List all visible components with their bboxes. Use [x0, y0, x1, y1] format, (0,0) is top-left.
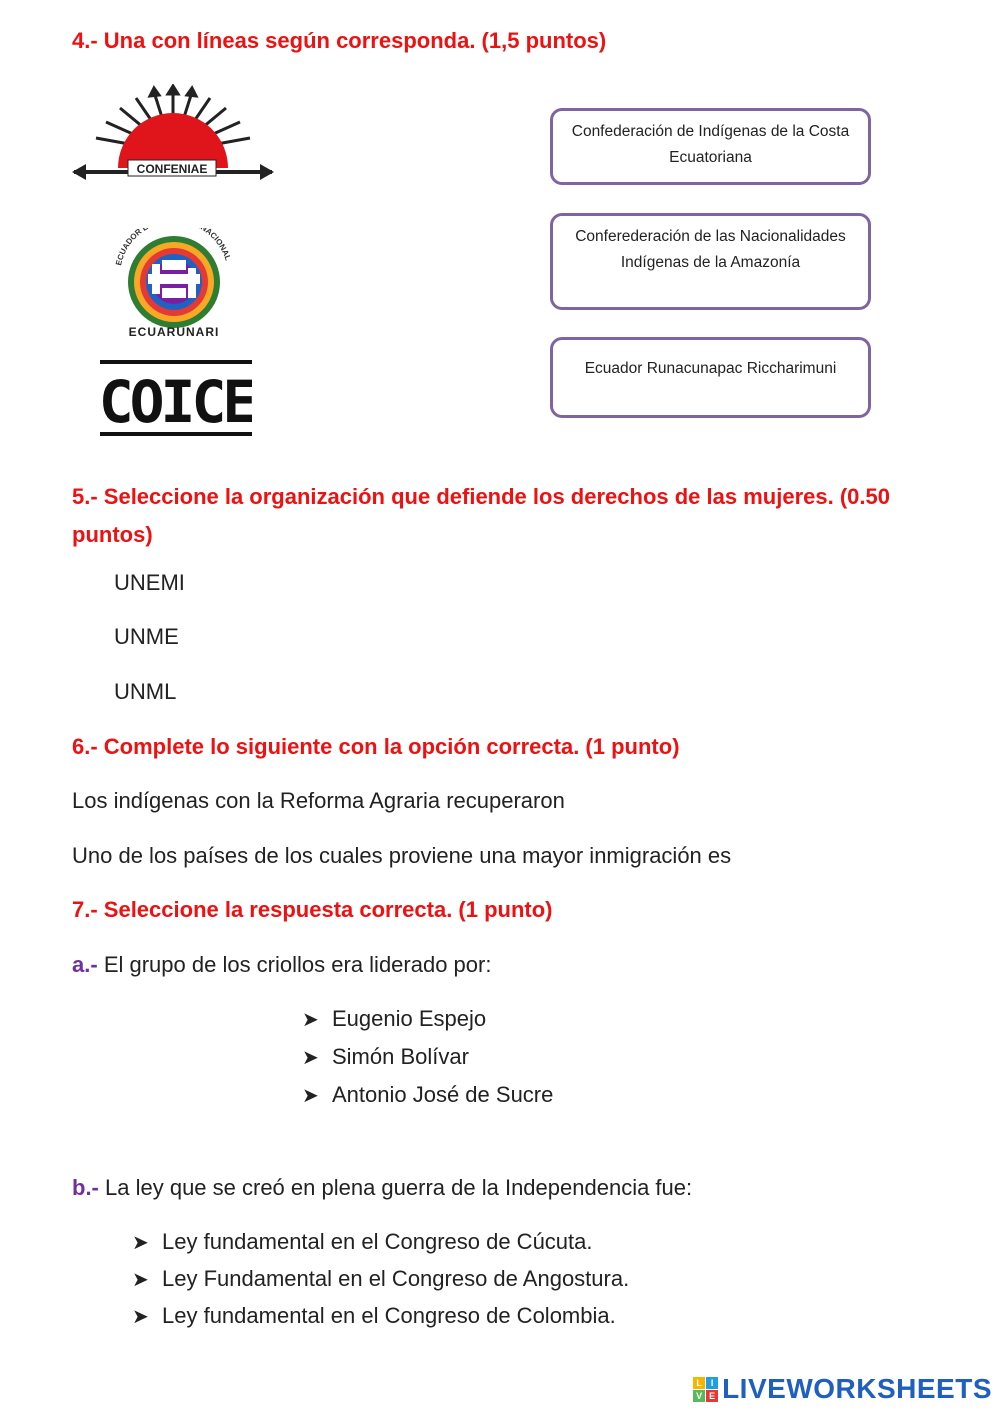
ecuarunari-text: ECUARUNARI [128, 325, 220, 339]
q7b-option-angostura[interactable] [132, 1266, 629, 1292]
ecuarunari-logo [100, 228, 248, 340]
q7a-option-bolivar[interactable] [302, 1044, 469, 1070]
q5-option-unemi[interactable]: UNEMI [114, 570, 185, 595]
match-box-costa-label: Confederación de Indígenas de la Costa Ecuatoriana [571, 123, 850, 166]
q7b-label: b.- [72, 1175, 99, 1200]
q7a-text: El grupo de los criollos era liderado por: [103, 952, 492, 977]
q7b-option-colombia[interactable] [132, 1303, 616, 1329]
q7-title: 7.- Seleccione la respuesta correcta. (1 punto) [72, 897, 553, 922]
q6-line-reforma: Los indígenas con la Reforma Agraria recuperaron [72, 788, 565, 813]
q6-line-inmigracion: Uno de los países de los cuales proviene una mayor inmigración es [72, 843, 732, 868]
q7a-prompt [72, 952, 491, 978]
confeniae-text: CONFENIAE [136, 162, 208, 176]
match-box-costa[interactable] [550, 108, 871, 185]
match-box-amazonia[interactable] [550, 213, 871, 310]
q7b-option-label: Ley Fundamental en el Congreso de Angostura. [162, 1266, 630, 1291]
q7a-option-espejo[interactable] [302, 1006, 486, 1032]
q7a-label: a.- [72, 952, 98, 977]
coice-text: COICE [100, 368, 252, 436]
q7b-option-label: Ley fundamental en el Congreso de Colombia. [162, 1303, 616, 1328]
q7b-option-cucuta[interactable] [132, 1229, 593, 1255]
arrow-bullet-icon: ➤ [132, 1269, 149, 1291]
q7a-option-label: Antonio José de Sucre [332, 1082, 554, 1107]
arrow-bullet-icon: ➤ [302, 1009, 319, 1031]
q7a-option-label: Simón Bolívar [332, 1044, 469, 1069]
q5-option-unme[interactable]: UNME [114, 624, 179, 649]
match-box-ecuarunari[interactable] [550, 337, 871, 418]
q4-title: 4.- Una con líneas según corresponda. (1,5 puntos) [72, 28, 607, 53]
liveworksheets-brand [693, 1373, 992, 1405]
q7b-prompt [72, 1175, 692, 1201]
liveworksheets-text: LIVEWORKSHEETS [722, 1373, 992, 1404]
match-box-amazonia-label: Conferederación de las Nacionalidades Indígenas de la Amazonía [575, 228, 846, 271]
match-box-ecuarunari-label: Ecuador Runacunapac Riccharimuni [584, 360, 837, 377]
ecuarunari-arc-text: ECUADOR NACIONAL [114, 228, 233, 267]
coice-logo [100, 360, 252, 438]
arrow-bullet-icon: ➤ [302, 1047, 319, 1069]
q7b-text: La ley que se creó en plena guerra de la Independencia fue: [105, 1175, 693, 1200]
q5-option-unml[interactable]: UNML [114, 679, 177, 704]
arrow-bullet-icon: ➤ [302, 1085, 319, 1107]
confeniae-logo [70, 84, 276, 184]
q7b-option-label: Ley fundamental en el Congreso de Cúcuta. [162, 1229, 593, 1254]
q7a-option-sucre[interactable] [302, 1082, 553, 1108]
q6-title: 6.- Complete lo siguiente con la opción correcta. (1 punto) [72, 734, 680, 759]
arrow-bullet-icon: ➤ [132, 1306, 149, 1328]
q7a-option-label: Eugenio Espejo [332, 1006, 487, 1031]
q5-title: 5.- Seleccione la organización que defiende los derechos de las mujeres. (0.50 puntos) [72, 484, 890, 547]
liveworksheets-logo-icon: L I V E [693, 1377, 718, 1402]
arrow-bullet-icon: ➤ [132, 1232, 149, 1254]
